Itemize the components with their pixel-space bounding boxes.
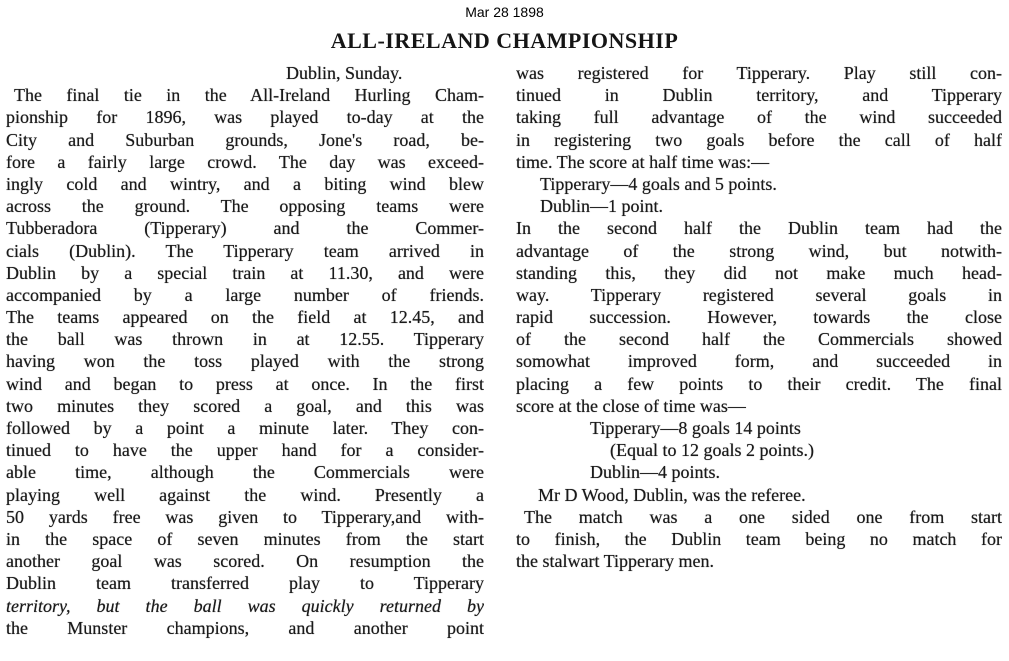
text-line: the stalwart Tipperary men. <box>516 551 714 572</box>
score-line: Tipperary—4 goals and 5 points. <box>540 173 777 194</box>
score-line: Tipperary—8 goals 14 points <box>590 418 801 438</box>
article-headline: ALL-IRELAND CHAMPIONSHIP <box>330 28 679 53</box>
text-line: Dublin team transferred play to Tipperary <box>6 573 484 594</box>
text-line: Tubberadora (Tipperary) and the Commer- <box>6 218 484 239</box>
text-line: pionship for 1896, was played to-day at the <box>6 107 484 128</box>
text-line: the Munster champions, and another point <box>6 617 484 638</box>
text-line: way. Tipperary registered several goals in <box>516 284 1002 305</box>
text-line: to finish, the Dublin team being no match for <box>516 528 1002 549</box>
text-line: having won the toss played with the strong <box>6 351 484 372</box>
text-line: In the second half the Dublin team had the <box>516 218 1002 239</box>
text-line: The final tie in the All-Ireland Hurling Cham- <box>14 85 484 106</box>
text-line: 50 yards free was given to Tipperary,and with- <box>6 506 484 527</box>
left-column <box>6 62 484 639</box>
text-line: followed by a point a minute later. They con- <box>6 418 484 438</box>
text-line: across the ground. The opposing teams were <box>6 196 484 217</box>
text-line: cials (Dublin). The Tipperary team arrived in <box>6 240 484 261</box>
text-line: somowhat improved form, and succeeded in <box>516 351 1002 372</box>
right-column <box>516 62 1002 572</box>
score-line: Dublin—1 point. <box>540 196 664 217</box>
text-line: fore a fairly large crowd. The day was exceed- <box>6 151 484 172</box>
text-line: tinued in Dublin territory, and Tipperary <box>516 85 1002 106</box>
text-line: territory, but the ball was quickly returned by <box>6 595 484 616</box>
text-line: taking full advantage of the wind succeeded <box>516 107 1002 128</box>
text-line: ingly cold and wintry, and a biting wind blew <box>6 173 484 194</box>
text-line: Mr D Wood, Dublin, was the referee. <box>538 484 806 505</box>
text-line: was registered for Tipperary. Play still con- <box>516 63 1002 83</box>
text-line: accompanied by a large number of friends. <box>6 284 484 305</box>
text-line: City and Suburban grounds, Jone's road, be- <box>6 129 484 150</box>
text-line: rapid succession. However, towards the close <box>516 307 1002 328</box>
text-line: tinued to have the upper hand for a consider- <box>6 440 484 461</box>
score-line: (Equal to 12 goals 2 points.) <box>610 440 814 461</box>
text-line: able time, although the Commercials were <box>6 462 484 483</box>
text-line: of the second half the Commercials showed <box>516 329 1002 350</box>
dateline: Dublin, Sunday. <box>286 63 403 83</box>
text-line: in registering two goals before the call of half <box>516 129 1002 150</box>
score-line: Dublin—4 points. <box>590 462 721 483</box>
text-line: two minutes they scored a goal, and this was <box>6 395 484 416</box>
text-line: playing well against the wind. Presently a <box>6 484 484 505</box>
text-line: time. The score at half time was:— <box>516 151 770 172</box>
article-date: Mar 28 1898 <box>465 4 544 20</box>
text-line: The match was a one sided one from start <box>524 506 1002 527</box>
text-line: wind and began to press at once. In the first <box>6 373 484 394</box>
text-line: another goal was scored. On resumption the <box>6 551 484 572</box>
text-line: Dublin by a special train at 11.30, and were <box>6 262 484 283</box>
text-line: advantage of the strong wind, but notwith- <box>516 240 1002 261</box>
text-line: standing this, they did not make much head- <box>516 262 1002 283</box>
text-line: The teams appeared on the field at 12.45, and <box>6 307 484 328</box>
text-line: score at the close of time was— <box>516 395 746 416</box>
text-line: the ball was thrown in at 12.55. Tipperary <box>6 329 484 350</box>
text-line: placing a few points to their credit. The final <box>516 373 1002 394</box>
text-line: in the space of seven minutes from the start <box>6 528 484 549</box>
